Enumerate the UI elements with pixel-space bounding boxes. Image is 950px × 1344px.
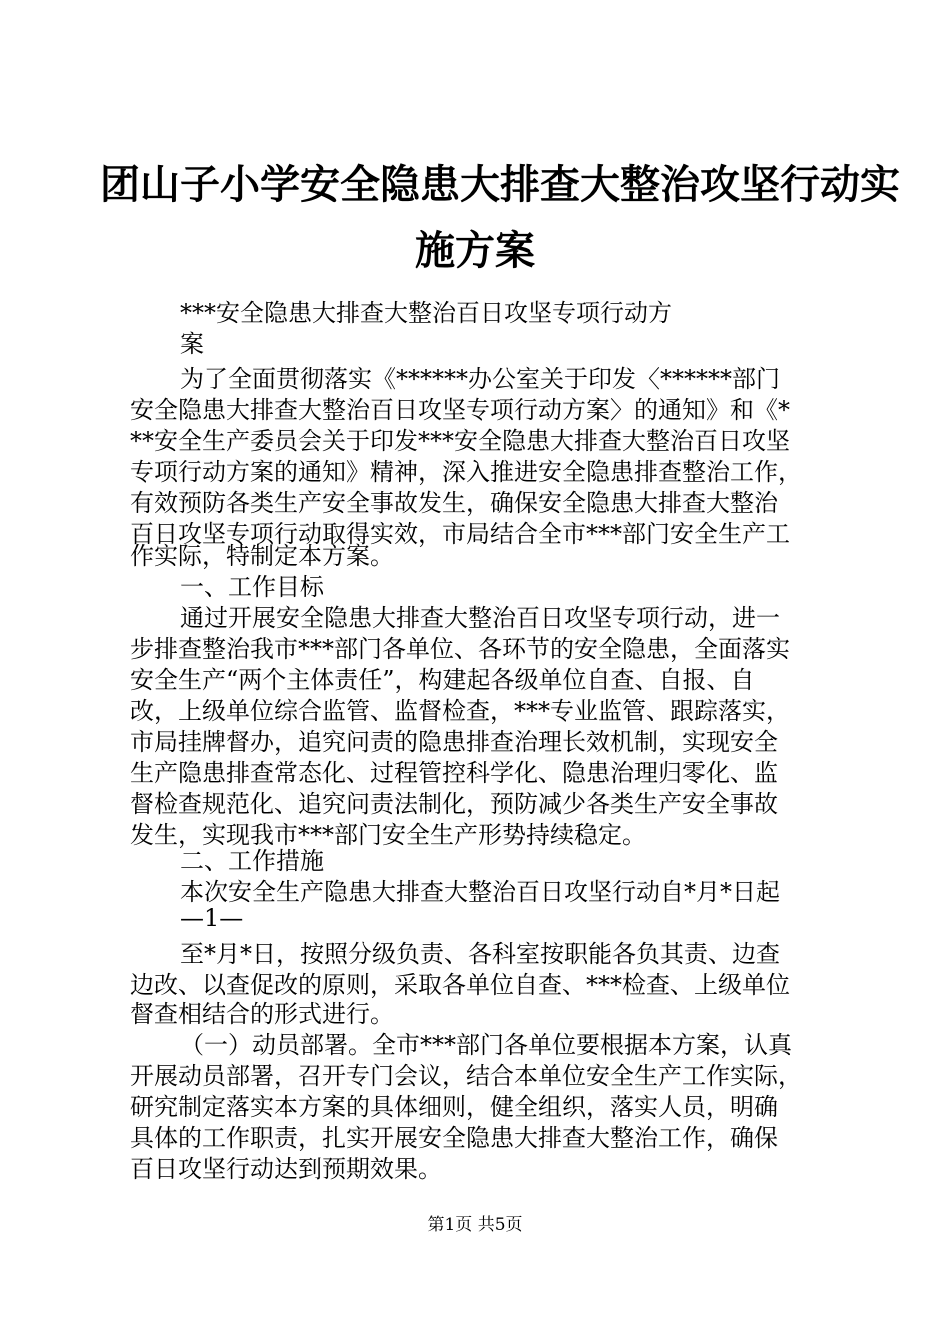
inline-page-number: —1— — [180, 904, 244, 932]
body-line: 市局挂牌督办，追究问责的隐患排查治理长效机制，实现安全 — [130, 728, 778, 756]
body-line: 作实际，特制定本方案。 — [130, 542, 394, 570]
body-line: 研究制定落实本方案的具体细则，健全组织，落实人员，明确 — [130, 1093, 778, 1121]
body-line: 生产隐患排查常态化、过程管控科学化、隐患治理归零化、监 — [130, 759, 778, 787]
page-footer: 第1页 共5页 — [427, 1215, 523, 1235]
body-line: 开展动员部署，召开专门会议，结合本单位安全生产工作实际， — [130, 1062, 802, 1090]
body-line: 督查相结合的形式进行。 — [130, 1000, 394, 1028]
body-line: 至*月*日，按照分级负责、各科室按职能各负其责、边查 — [180, 940, 780, 968]
body-line: **安全生产委员会关于印发***安全隐患大排查大整治百日攻坚 — [130, 427, 790, 455]
body-line: 督检查规范化、追究问责法制化，预防减少各类生产安全事故 — [130, 790, 778, 818]
body-line: （一）动员部署。全市***部门各单位要根据本方案，认真 — [180, 1031, 792, 1059]
body-line: ***安全隐患大排查大整治百日攻坚专项行动方 — [180, 299, 672, 327]
body-line: 有效预防各类生产安全事故发生，确保安全隐患大排查大整治 — [130, 489, 778, 517]
body-line: 边改、以查促改的原则，采取各单位自查、***检查、上级单位 — [130, 971, 790, 999]
section-heading: 一、工作目标 — [180, 573, 324, 601]
body-line: 安全隐患大排查大整治百日攻坚专项行动方案〉的通知》和《* — [130, 396, 790, 424]
body-line: 百日攻坚行动达到预期效果。 — [130, 1155, 442, 1183]
body-line: 为了全面贯彻落实《******办公室关于印发〈******部门 — [180, 365, 780, 393]
body-line: 通过开展安全隐患大排查大整治百日攻坚专项行动，进一 — [180, 604, 780, 632]
body-line: 安全生产“两个主体责任”，构建起各级单位自查、自报、自 — [130, 666, 755, 694]
document-title-line-2: 施方案 — [415, 227, 535, 274]
body-line: 步排查整治我市***部门各单位、各环节的安全隐患，全面落实 — [130, 635, 790, 663]
body-line: 改，上级单位综合监管、监督检查，***专业监管、跟踪落实， — [130, 697, 790, 725]
document-title-line-1: 团山子小学安全隐患大排查大整治攻坚行动实 — [100, 161, 900, 208]
body-line: 案 — [180, 330, 204, 358]
body-line: 发生，实现我市***部门安全生产形势持续稳定。 — [130, 821, 646, 849]
body-line: 专项行动方案的通知》精神，深入推进安全隐患排查整治工作， — [130, 458, 802, 486]
body-line: 百日攻坚专项行动取得实效，市局结合全市***部门安全生产工 — [130, 520, 790, 548]
body-line: 本次安全生产隐患大排查大整治百日攻坚行动自*月*日起 — [180, 878, 780, 906]
section-heading: 二、工作措施 — [180, 847, 324, 875]
body-line: 具体的工作职责，扎实开展安全隐患大排查大整治工作，确保 — [130, 1124, 778, 1152]
